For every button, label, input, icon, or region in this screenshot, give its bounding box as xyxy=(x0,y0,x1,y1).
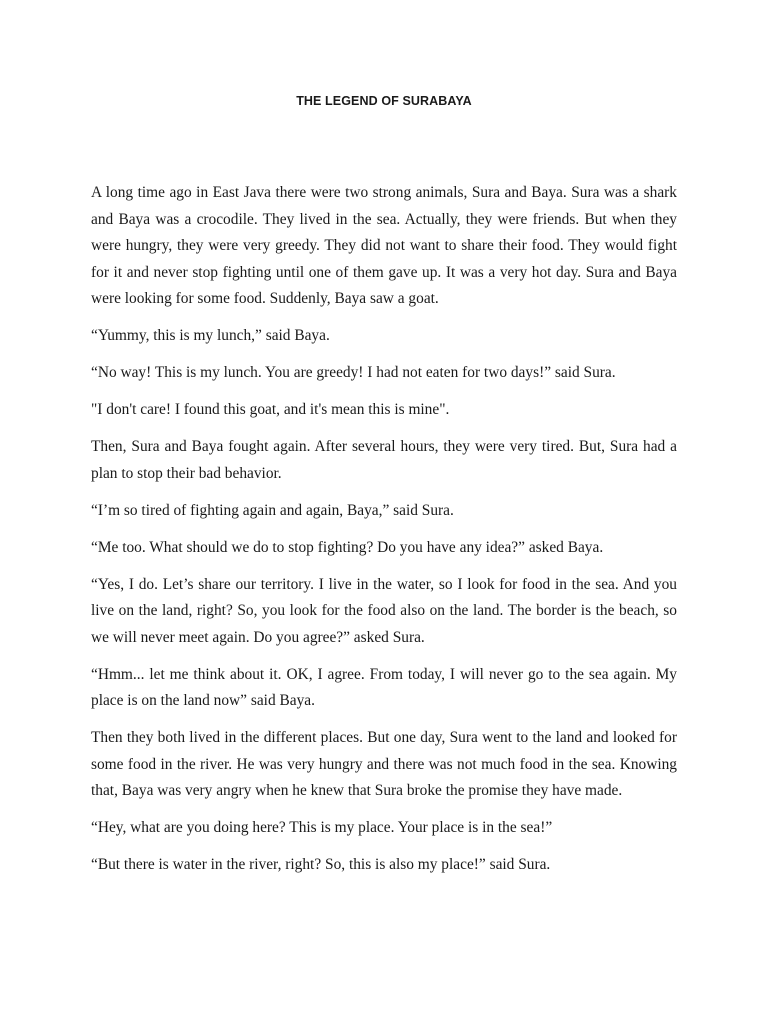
paragraph-9: “Hmm... let me think about it. OK, I agree. From today, I will never go to the sea again. My place is on the land now” said Baya. xyxy=(91,665,677,709)
paragraph-10: Then they both lived in the different places. But one day, Sura went to the land and looked for some food in the river. He was very hungry and there was not much food in the sea. Knowing that, Baya was very angry when he knew that Sura broke the promise they have made. xyxy=(91,729,677,799)
paragraph-2: “Yummy, this is my lunch,” said Baya. xyxy=(91,327,330,344)
paragraph-1: A long time ago in East Java there were two strong animals, Sura and Baya. Sura was a shark and Baya was a crocodile. They lived in the sea. Actually, they were friends. But when they were hungry, they were very greedy. They did not want to share their food. They would fight for it and never stop fighting until one of them gave up. It was a very hot day. Sura and Baya were looking for some food. Suddenly, Baya saw a goat. xyxy=(91,184,677,307)
paragraph-5: Then, Sura and Baya fought again. After several hours, they were very tired. But, Sura had a plan to stop their bad behavior. xyxy=(91,438,677,482)
paragraph-6: “I’m so tired of fighting again and again, Baya,” said Sura. xyxy=(91,501,454,519)
paragraph-11: “Hey, what are you doing here? This is my place. Your place is in the sea!” xyxy=(91,819,553,836)
paragraph-12: “But there is water in the river, right? So, this is also my place!” said Sura. xyxy=(91,856,551,873)
paragraph-3: “No way! This is my lunch. You are greedy! I had not eaten for two days!” said Sura. xyxy=(91,364,616,381)
paragraph-7: “Me too. What should we do to stop fighting? Do you have any idea?” asked Baya. xyxy=(91,538,604,556)
paragraph-4: "I don't care! I found this goat, and it's mean this is mine". xyxy=(91,401,450,418)
paragraph-8: “Yes, I do. Let’s share our territory. I live in the water, so I look for food in the sea. And you live on the land, right? So, you look for the food also on the land. The border is the beach, so we will never meet again. Do you agree?” asked Sura. xyxy=(91,575,677,646)
document-body xyxy=(91,180,677,889)
document-title: THE LEGEND OF SURABAYA xyxy=(296,94,472,108)
